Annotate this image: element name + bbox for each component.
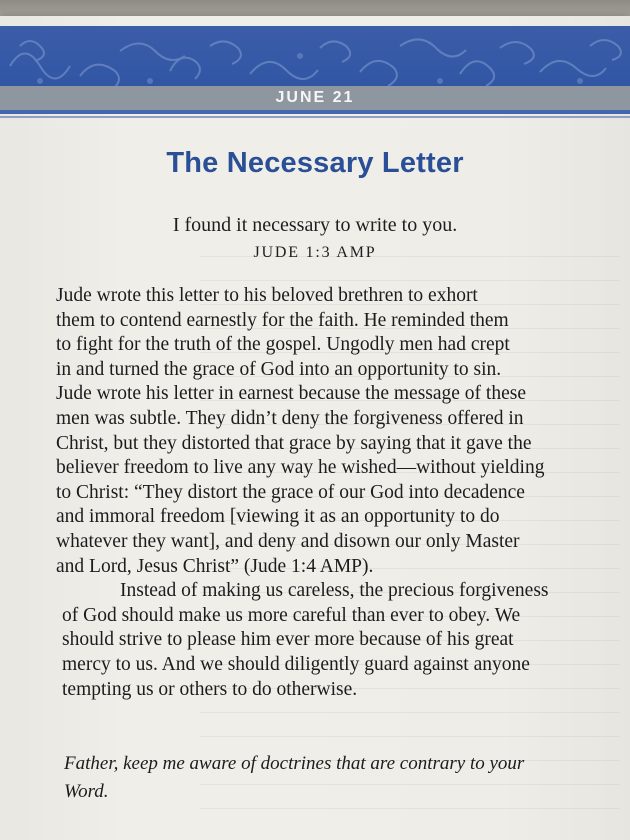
prayer-line: Father, keep me aware of doctrines that are contrary to your <box>64 753 525 774</box>
body-line: in and turned the grace of God into an opportunity to sin. <box>56 358 502 380</box>
ribbon-divider-thin <box>0 116 630 118</box>
body-line: Instead of making us careless, the precious forgiveness <box>120 580 549 602</box>
body-line: tempting us or others to do otherwise. <box>62 678 358 700</box>
book-page <box>0 16 630 840</box>
body-line: them to contend earnestly for the faith. He reminded them <box>56 309 509 331</box>
prayer-line: Word. <box>64 781 109 802</box>
body-line: of God should make us more careful than ever to obey. We <box>62 604 521 626</box>
body-line: to fight for the truth of the gospel. Ungodly men had crept <box>56 334 510 356</box>
body-line: Jude wrote his letter in earnest because the message of these <box>56 383 526 405</box>
body-line: to Christ: “They distort the grace of our God into decadence <box>56 481 525 503</box>
page-title: The Necessary Letter <box>166 147 464 179</box>
body-line: believer freedom to live any way he wished—without yielding <box>56 457 545 479</box>
body-line: men was subtle. They didn’t deny the forgiveness offered in <box>56 407 524 429</box>
body-line: Christ, but they distorted that grace by saying that it gave the <box>56 432 532 454</box>
scripture-reference: JUDE 1:3 AMP <box>253 244 377 261</box>
body-line: should strive to please him ever more because of his great <box>62 629 514 651</box>
date-label: JUNE 21 <box>275 89 355 106</box>
body-line: mercy to us. And we should diligently guard against anyone <box>62 653 530 675</box>
body-line: and Lord, Jesus Christ” (Jude 1:4 AMP). <box>56 555 374 577</box>
body-line: Jude wrote this letter to his beloved brethren to exhort <box>56 285 478 306</box>
body-line: whatever they want], and deny and disown our only Master <box>56 530 520 552</box>
devotional-body <box>56 284 616 702</box>
closing-prayer <box>64 750 604 806</box>
body-line: and immoral freedom [viewing it as an opportunity to do <box>56 506 500 528</box>
ribbon-divider <box>0 110 630 114</box>
scripture-verse: I found it necessary to write to you. <box>172 214 458 236</box>
